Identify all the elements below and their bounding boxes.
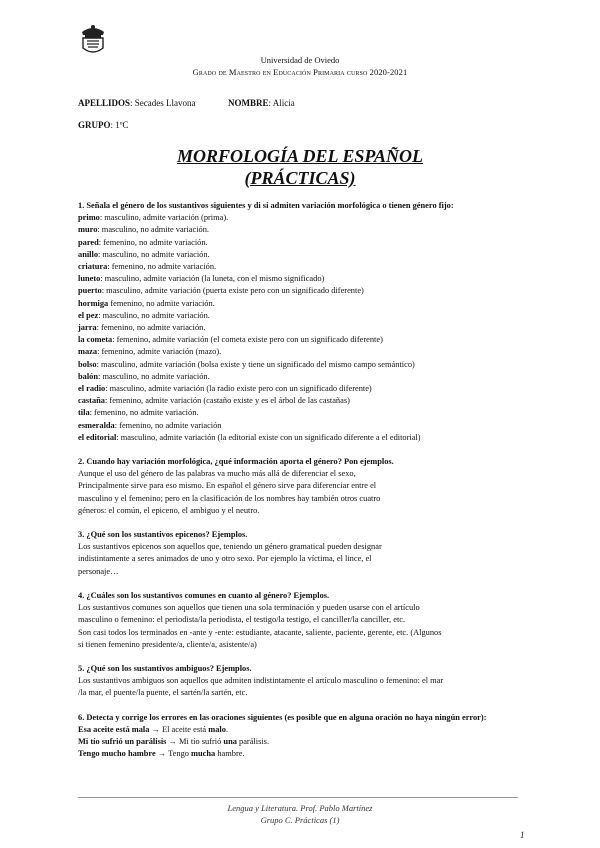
answer-line: masculino o femenino: el periodista/la periodista, el testigo/la testigo, el canciller/la canciller, etc. [78,615,406,625]
list-item [78,346,528,358]
noun-explanation: : femenino, no admite variación. [96,323,206,333]
list-item [78,420,528,432]
answer-line: Los sustantivos epicenos son aquellos que, teniendo un género gramatical pueden designar [78,542,382,552]
list-item [78,298,528,310]
noun-explanation: : femenino, no admite variación. [98,237,208,247]
nombre-label: NOMBRE [228,98,269,108]
noun-term: puerto [78,286,102,296]
list-item [78,395,528,407]
noun-term: tila [78,408,90,418]
question-6: 6. Detecta y corrige los errores en las oraciones siguientes (es posible que en alguna oración no haya ningún error): [78,712,487,722]
footer-course: Lengua y Literatura. Prof. Pablo Martínez [227,803,373,813]
noun-term: pared [78,237,99,247]
answer-line: Principalmente sirve para eso mismo. En español el género sirve para diferenciar entre el [78,481,377,491]
noun-explanation: : femenino, admite variación (mazo). [97,347,222,357]
student-group-row: GRUPO: 1ºC [78,120,129,130]
noun-explanation: : masculino, no admite variación. [98,310,210,320]
question-1-answers [78,212,528,444]
list-item [78,359,528,371]
corrected-word: malo [208,724,226,734]
noun-explanation: : masculino, admite variación (la editorial existe con un significado diferente a el editorial) [116,432,421,442]
noun-term: balón [78,371,99,381]
student-surname-row: APELLIDOS: Secades Llavona NOMBRE: Alicia [78,98,295,108]
noun-explanation: femenino, no admite variación. [108,298,215,308]
noun-term: esmeralda [78,420,115,430]
list-item [78,224,528,236]
list-item [78,285,528,297]
noun-explanation: : masculino, admite variación (la luneta, con el mismo significado) [100,274,325,284]
noun-explanation: : masculino, admite variación (puerta existe pero con un significado diferente) [101,286,364,296]
question-4: 4. ¿Cuáles son los sustantivos comunes en cuanto al género? Ejemplos. [78,590,330,600]
answer-line: Son casi todos los terminados en -ante y -ente: estudiante, atacante, saliente, paciente, gerente, etc. (Algunos [78,627,442,637]
answer-line: géneros: el común, el epiceno, el ambiguo y el neutro. [78,505,260,515]
question-5: 5. ¿Qué son los sustantivos ambiguos? Ejemplos. [78,663,252,673]
list-item [78,249,528,261]
list-item [78,261,528,273]
noun-term: hormiga [78,298,109,308]
list-item [78,237,528,249]
corrected-word: una [223,736,237,746]
answer-line: /la mar, el puente/la puente, el sartén/la sartén, etc. [78,688,248,698]
noun-term: maza [78,347,98,357]
answer-line: masculino y el femenino; pero en la clasificación de los nombres hay también otros cuatro [78,493,381,503]
noun-explanation: : femenino, admite variación (el cometa existe pero con un significado diferente) [112,335,383,345]
question-3: 3. ¿Qué son los sustantivos epicenos? Ejemplos. [78,530,248,540]
correction-item [78,724,528,736]
document-title: MORFOLOGÍA DEL ESPAÑOL [176,146,424,166]
question-2-answer [78,468,528,517]
noun-explanation: : masculino, admite variación (prima). [99,213,229,223]
wrong-sentence: Tengo mucho hambre [78,749,156,759]
arrow-icon: → [166,736,179,746]
exercise-content [78,200,528,760]
document-subtitle: (PRÁCTICAS) [244,168,356,188]
list-item [78,334,528,346]
list-item [78,273,528,285]
noun-explanation: : masculino, no admite variación. [98,371,210,381]
question-4-answer [78,602,528,651]
noun-explanation: : masculino, admite variación (la radio existe pero con un significado diferente) [105,384,372,394]
page-number: 1 [520,830,525,840]
grupo-label: GRUPO [78,120,111,130]
apellidos-label: APELLIDOS [78,98,131,108]
grupo-value: 1ºC [115,120,129,130]
degree-line: Grado de Maestro en Educación Primaria curso 2020-2021 [192,67,408,77]
question-3-answer [78,541,528,578]
noun-term: el radio [78,384,106,394]
noun-term: luneto [78,274,101,284]
corrected-sentence-end: parálisis. [236,736,270,746]
answer-line: si tienen femenino presidente/a, cliente/a, asistente/a) [78,639,257,649]
apellidos-value: Secades Llavona [134,98,196,108]
answer-line: indistintamente a seres animados de uno y otro sexo. Por ejemplo la víctima, el lince, el [78,554,372,564]
list-item [78,383,528,395]
question-5-answer [78,675,528,699]
corrected-word: mucha [191,749,216,759]
correction-item [78,736,528,748]
noun-term: el editorial [78,432,117,442]
noun-term: castaña [78,396,105,406]
arrow-icon: → [149,724,162,734]
noun-explanation: : femenino, admite variación (castaño existe y es el árbol de las castañas) [105,396,350,406]
answer-line: personaje… [78,566,119,576]
noun-explanation: : masculino, admite variación (bolsa existe y tiene un significado del mismo campo semántico) [96,359,415,369]
noun-explanation: : femenino, no admite variación. [107,262,217,272]
footer-divider [78,797,518,798]
arrow-icon: → [155,749,169,759]
answer-line: Aunque el uso del género de las palabras va mucho más allá de diferenciar el sexo, [78,469,356,479]
footer-group: Grupo C. Prácticas (1) [260,815,340,825]
question-2: 2. Cuando hay variación morfológica, ¿qué información aporta el género? Pon ejemplos. [78,457,394,467]
university-crest-icon [76,22,110,58]
corrected-sentence-start: Tengo [168,749,192,759]
list-item [78,432,528,444]
list-item [78,371,528,383]
noun-explanation: : femenino, no admite variación [114,420,222,430]
noun-term: muro [78,225,98,235]
noun-term: criatura [78,262,108,272]
noun-term: primo [78,213,100,223]
list-item [78,212,528,224]
question-1: 1. Señala el género de los sustantivos siguientes y di si admiten variación morfológica o tienen género fijo: [78,201,454,210]
corrected-sentence-start: Mi tío sufrió [178,736,224,746]
corrected-sentence-end: hambre. [215,749,245,759]
noun-explanation: : masculino, no admite variación. [97,225,210,235]
answer-line: Los sustantivos comunes son aquellos que tienen una sola terminación y pueden usarse con el artículo [78,603,420,613]
question-6-answers [78,724,528,761]
wrong-sentence: Mi tío sufrió un parálisis [78,736,167,746]
correction-item [78,748,528,760]
answer-line: Los sustantivos ambiguos son aquellos que admiten indistintamente el artículo masculino o femenino: el mar [78,676,444,686]
noun-explanation: : femenino, no admite variación. [89,408,199,418]
noun-term: bolso [78,359,97,369]
nombre-value: Alicia [272,98,295,108]
list-item [78,310,528,322]
list-item [78,407,528,419]
corrected-sentence-start: El aceite está [161,724,209,734]
wrong-sentence: Esa aceite está mala [78,724,150,734]
student-name-field: NOMBRE: Alicia [228,98,295,108]
noun-term: jarra [78,323,97,333]
noun-term: anillo [78,249,99,259]
corrected-sentence-end: . [225,724,229,734]
noun-term: la cometa [78,335,113,345]
noun-term: el pez [78,310,99,320]
list-item [78,322,528,334]
noun-explanation: : masculino, no admite variación. [98,249,210,259]
university-name: Universidad de Oviedo [260,55,340,65]
